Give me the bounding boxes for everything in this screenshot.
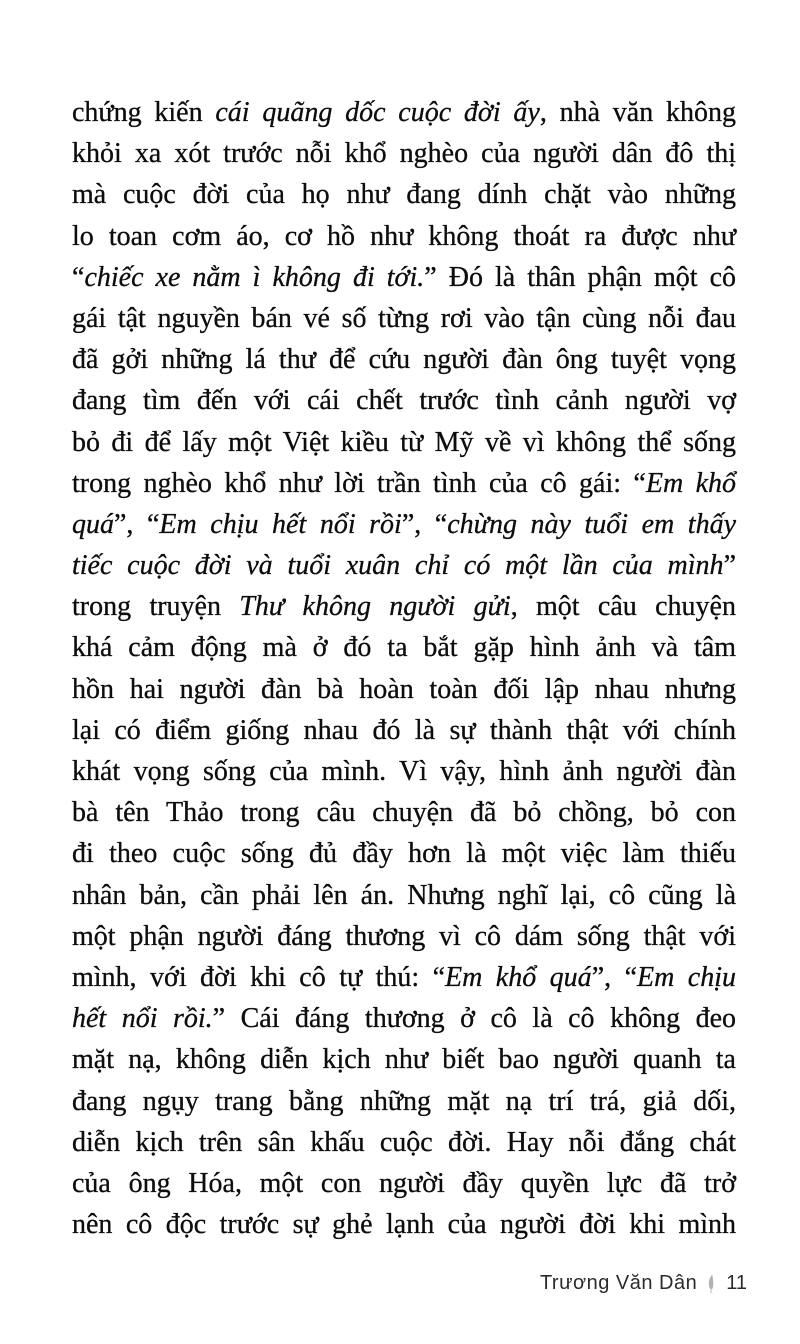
- text-line: lại có điểm giống nhau đó là sự thành thật với chính: [72, 714, 736, 746]
- text-line: mặt nạ, không diễn kịch như biết bao người quanh ta: [72, 1044, 736, 1076]
- text-line: đang tìm đến với cái chết trước tình cảnh người vợ: [72, 385, 736, 417]
- text-line: của ông Hóa, một con người đầy quyền lực đã trở: [72, 1167, 736, 1199]
- text-line: trong truyện Thư không người gửi, một câu chuyện: [72, 591, 736, 623]
- text-line: gái tật nguyền bán vé số từng rơi vào tận cùng nỗi đau: [72, 302, 736, 334]
- text-line: mình, với đời khi cô tự thú: “Em khổ quá”, “Em chịu: [72, 961, 736, 993]
- text-line: diễn kịch trên sân khấu cuộc đời. Hay nỗi đắng chát: [72, 1126, 736, 1158]
- text-line: khá cảm động mà ở đó ta bắt gặp hình ảnh và tâm: [72, 632, 736, 664]
- text-line: một phận người đáng thương vì cô dám sống thật với: [72, 920, 736, 952]
- page-footer: [540, 1272, 747, 1295]
- footer-author-name: Trương Văn Dân: [539, 1272, 698, 1294]
- text-line: hết nổi rồi.” Cái đáng thương ở cô là cô không đeo: [72, 1003, 736, 1035]
- footer-page-number: 11: [726, 1272, 747, 1294]
- text-line: nhân bản, cần phải lên án. Nhưng nghĩ lại, cô cũng là: [72, 879, 736, 911]
- text-line: bỏ đi để lấy một Việt kiều từ Mỹ về vì không thể sống: [72, 426, 736, 458]
- text-line: nên cô độc trước sự ghẻ lạnh của người đời khi mình: [72, 1209, 736, 1241]
- text-line: quá”, “Em chịu hết nổi rồi”, “chừng này tuổi em thấy: [72, 508, 737, 540]
- text-line: mà cuộc đời của họ như đang dính chặt vào những: [72, 179, 736, 211]
- text-line: đi theo cuộc sống đủ đầy hơn là một việc làm thiếu: [72, 838, 736, 870]
- leaf-ornament-icon: [706, 1274, 717, 1294]
- text-line: “chiếc xe nằm ì không đi tới.” Đó là thân phận một cô: [72, 261, 736, 293]
- text-line: khỏi xa xót trước nỗi khổ nghèo của người dân đô thị: [72, 138, 736, 170]
- text-line: đã gởi những lá thư để cứu người đàn ông tuyệt vọng: [72, 344, 736, 376]
- body-text: [72, 92, 736, 1245]
- text-line: đang ngụy trang bằng những mặt nạ trí trá, giả dối,: [72, 1085, 736, 1117]
- text-line: trong nghèo khổ như lời trần tình của cô gái: “Em khổ: [72, 467, 736, 499]
- text-line: bà tên Thảo trong câu chuyện đã bỏ chồng, bỏ con: [72, 797, 736, 829]
- text-line: hồn hai người đàn bà hoàn toàn đối lập nhau nhưng: [72, 673, 736, 705]
- text-line: khát vọng sống của mình. Vì vậy, hình ảnh người đàn: [72, 756, 736, 787]
- text-line: chứng kiến cái quãng dốc cuộc đời ấy, nhà văn không: [72, 97, 737, 128]
- text-line: tiếc cuộc đời và tuổi xuân chỉ có một lần của mình”: [72, 550, 736, 582]
- text-line: lo toan cơm áo, cơ hồ như không thoát ra được như: [72, 220, 736, 252]
